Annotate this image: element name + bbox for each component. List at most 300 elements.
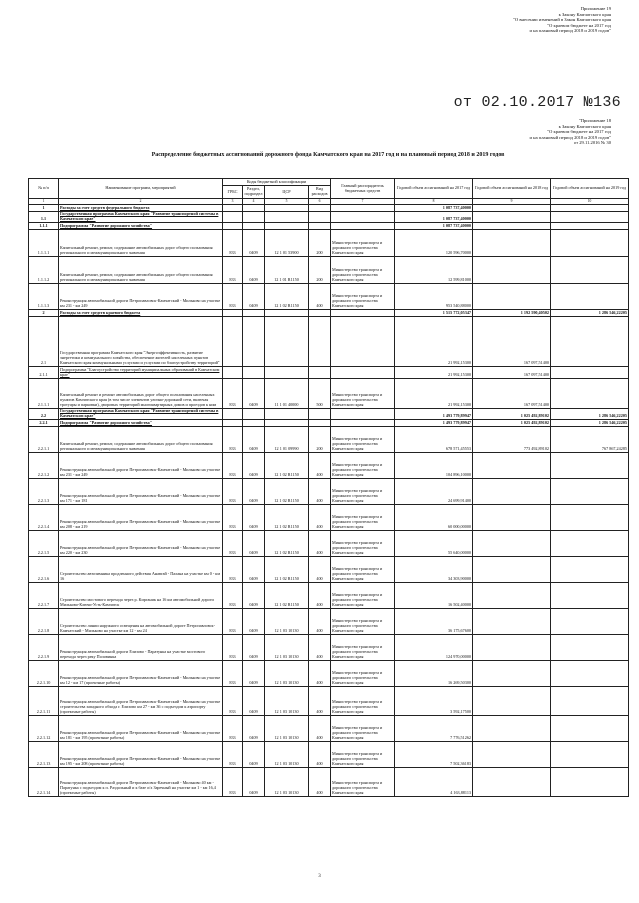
- row-vr: 400: [309, 742, 331, 768]
- row-csr: 11 1 01 40000: [265, 379, 309, 409]
- table-row: [29, 453, 629, 479]
- column-number: 3: [223, 199, 243, 205]
- row-manager: Министерство транспорта и дорожного строительства Камчатского края: [331, 257, 395, 284]
- row-grbs: [223, 223, 243, 230]
- row-vr: [309, 317, 331, 367]
- row-amount-2019: [551, 212, 629, 223]
- row-name: Реконструкция автомобильной дороги Петропавловск-Камчатский - Мильково на участке км 231 - км 249: [59, 453, 223, 479]
- table-row: [29, 317, 629, 367]
- row-csr: [265, 409, 309, 420]
- row-amount-2019: [551, 661, 629, 687]
- row-grbs: [223, 310, 243, 317]
- row-vr: 400: [309, 635, 331, 661]
- row-amount-2017: 120 596,70000: [395, 230, 473, 257]
- row-section: [243, 367, 265, 379]
- row-number: 2.2.1.5: [29, 531, 59, 557]
- row-section: [243, 420, 265, 427]
- table-row: [29, 742, 629, 768]
- row-name: Государственная программа Камчатского края "Развитие транспортной системы в Камчатском крае": [59, 212, 223, 223]
- row-grbs: 833: [223, 635, 243, 661]
- row-grbs: 833: [223, 768, 243, 797]
- table-row: [29, 687, 629, 716]
- row-grbs: 833: [223, 427, 243, 453]
- row-csr: 12 1 03 10130: [265, 716, 309, 742]
- row-number: 2.2.1.4: [29, 505, 59, 531]
- row-section: 0409: [243, 583, 265, 609]
- row-vr: [309, 367, 331, 379]
- table-row: [29, 310, 629, 317]
- header-line: к Закону Камчатского края: [558, 123, 611, 129]
- row-amount-2019: [551, 716, 629, 742]
- row-section: 0409: [243, 479, 265, 505]
- row-section: 0409: [243, 635, 265, 661]
- table-row: [29, 230, 629, 257]
- row-amount-2019: 1 286 546,22205: [551, 310, 629, 317]
- row-vr: 400: [309, 479, 331, 505]
- row-amount-2018: [473, 583, 551, 609]
- row-amount-2018: 167 097,51400: [473, 317, 551, 367]
- row-number: 2.2.1.7: [29, 583, 59, 609]
- row-number: 2.2.1.9: [29, 635, 59, 661]
- row-amount-2018: [473, 557, 551, 583]
- row-name: Реконструкция автомобильной дороги Петропавловск-Камчатский - Мильково на участке км 181 - км 195 (проектные работы): [59, 716, 223, 742]
- table-row: [29, 609, 629, 635]
- budget-table: [28, 178, 629, 797]
- row-amount-2019: 1 286 546,22205: [551, 420, 629, 427]
- table-row: [29, 531, 629, 557]
- row-amount-2018: [473, 479, 551, 505]
- row-amount-2018: [473, 505, 551, 531]
- column-number: 8: [395, 199, 473, 205]
- row-amount-2017: 36 175,67600: [395, 609, 473, 635]
- header-appendix-18: [530, 118, 611, 146]
- row-name: Государственная программа Камчатского края "Энергоэффективность, развитие энергетики и коммунального хозяйства, обеспечение жителей населенных пунктов Камчатского края коммунальными услугами и услугами по благоустройству территорий": [59, 317, 223, 367]
- row-manager: Министерство транспорта и дорожного строительства Камчатского края: [331, 635, 395, 661]
- column-number: 5: [265, 199, 309, 205]
- row-grbs: 833: [223, 230, 243, 257]
- header-line: от 29.11.2016 № 30: [573, 140, 611, 146]
- row-amount-2019: [551, 768, 629, 797]
- row-grbs: [223, 420, 243, 427]
- row-manager: [331, 409, 395, 420]
- table-row: [29, 205, 629, 212]
- row-amount-2019: [551, 230, 629, 257]
- row-vr: 400: [309, 609, 331, 635]
- row-section: [243, 409, 265, 420]
- row-amount-2017: 34 303,90000: [395, 557, 473, 583]
- row-number: 2.2.1: [29, 420, 59, 427]
- row-csr: 12 1 03 10130: [265, 768, 309, 797]
- row-name: Капитальный ремонт и ремонт автомобильных дорог общего пользования населенных пунктов Камчатского края (в том числе элементов улично-дорожной сети, включая тротуары и парковки), дворовых территорий многоквартирных домов и проездов к ним: [59, 379, 223, 409]
- table-row: [29, 583, 629, 609]
- column-number: 10: [551, 199, 629, 205]
- row-number: 2.1.1.1: [29, 379, 59, 409]
- row-csr: 12 1 03 10130: [265, 609, 309, 635]
- row-amount-2017: 1 493 779,89947: [395, 420, 473, 427]
- row-amount-2018: [473, 609, 551, 635]
- row-name: Реконструкция автомобильной дороги Петропавловск-Камчатский - Мильково на участке км 171 - км 181: [59, 479, 223, 505]
- row-csr: [265, 317, 309, 367]
- row-section: 0409: [243, 742, 265, 768]
- row-number: 2.2.1.10: [29, 661, 59, 687]
- row-name: Реконструкция автомобильной дороги Петропавловск-Камчатский - Мильково на участке км 220 - км 230: [59, 531, 223, 557]
- row-vr: 400: [309, 505, 331, 531]
- row-section: 0409: [243, 505, 265, 531]
- row-vr: 400: [309, 557, 331, 583]
- row-manager: Министерство транспорта и дорожного строительства Камчатского края: [331, 742, 395, 768]
- row-section: 0409: [243, 768, 265, 797]
- row-amount-2017: 7 776,51262: [395, 716, 473, 742]
- row-amount-2018: 1 025 492,89102: [473, 420, 551, 427]
- row-number: 2.2.1.12: [29, 716, 59, 742]
- row-amount-2019: [551, 205, 629, 212]
- header-line: к Закону Камчатского края: [558, 11, 611, 17]
- row-amount-2019: [551, 583, 629, 609]
- header-line: и на плановый период 2018 и 2019 годов": [529, 28, 611, 34]
- table-row: [29, 420, 629, 427]
- row-number: 1: [29, 205, 59, 212]
- row-manager: Министерство транспорта и дорожного строительства Камчатского края: [331, 284, 395, 310]
- row-grbs: [223, 409, 243, 420]
- row-manager: [331, 420, 395, 427]
- row-number: 2.2.1.13: [29, 742, 59, 768]
- row-amount-2018: [473, 223, 551, 230]
- col-header-section: Раздел, подраздел: [243, 186, 265, 199]
- row-vr: 500: [309, 379, 331, 409]
- row-amount-2018: [473, 212, 551, 223]
- row-number: 2.2.1.1: [29, 427, 59, 453]
- row-name: Реконструкция автомобильной дороги Петропавловск-Камчатский - Мильково на участке км 195 - км 208 (проектные работы): [59, 742, 223, 768]
- row-manager: Министерство транспорта и дорожного строительства Камчатского края: [331, 505, 395, 531]
- table-row: [29, 284, 629, 310]
- row-vr: [309, 420, 331, 427]
- row-amount-2018: 1 192 590,40502: [473, 310, 551, 317]
- row-vr: [309, 409, 331, 420]
- col-header-name: Наименование программ, мероприятий: [59, 179, 223, 199]
- row-amount-2017: 4 163,88113: [395, 768, 473, 797]
- row-amount-2017: 21 992,15300: [395, 379, 473, 409]
- row-csr: 12 1 01 53900: [265, 230, 309, 257]
- row-amount-2019: [551, 742, 629, 768]
- header-appendix-19: [513, 6, 611, 34]
- row-name: Реконструкция автомобильной дороги Петропавловск-Камчатский - Мильково на участке строительства западного обхода г. Елизово км 27 - км 36 с подъездом к аэропорту (проектные работы): [59, 687, 223, 716]
- row-name: Капитальный ремонт, ремонт, содержание автомобильных дорог общего пользования регионального и межмуниципального значения: [59, 427, 223, 453]
- row-csr: 12 1 02 R1150: [265, 453, 309, 479]
- col-header-manager: Главный распорядитель бюджетных средств: [331, 179, 395, 199]
- row-name: Капитальный ремонт, ремонт, содержание автомобильных дорог общего пользования регионального и межмуниципального значения: [59, 257, 223, 284]
- row-number: 1.1.1: [29, 223, 59, 230]
- row-amount-2019: [551, 557, 629, 583]
- row-grbs: 833: [223, 716, 243, 742]
- row-amount-2017: 16 269,50300: [395, 661, 473, 687]
- row-name: Реконструкция автомобильной дороги Елизово - Паратунка на участке мостового перехода через реку Половинка: [59, 635, 223, 661]
- row-csr: 12 1 03 10130: [265, 661, 309, 687]
- table-row: [29, 367, 629, 379]
- row-grbs: 833: [223, 284, 243, 310]
- row-grbs: 833: [223, 453, 243, 479]
- col-header-codes: Коды бюджетной классификации: [223, 179, 331, 186]
- row-grbs: [223, 367, 243, 379]
- row-section: 0409: [243, 557, 265, 583]
- row-name: Подпрограмма "Благоустройство территорий муниципальных образований в Камчатском крае": [59, 367, 223, 379]
- row-manager: Министерство транспорта и дорожного строительства Камчатского края: [331, 379, 395, 409]
- row-amount-2017: 953 540,88000: [395, 284, 473, 310]
- column-number: 6: [309, 199, 331, 205]
- row-name: Реконструкция автомобильной дороги Петропавловск-Камчатский - Мильково на участке км 12 - км 17 (проектные работы): [59, 661, 223, 687]
- row-amount-2018: [473, 661, 551, 687]
- row-amount-2019: [551, 635, 629, 661]
- row-amount-2018: [473, 453, 551, 479]
- row-manager: [331, 205, 395, 212]
- row-amount-2018: [473, 687, 551, 716]
- row-csr: [265, 223, 309, 230]
- row-grbs: 833: [223, 557, 243, 583]
- row-grbs: 833: [223, 505, 243, 531]
- row-vr: 400: [309, 284, 331, 310]
- document-title: Распределение бюджетных ассигнований дорожного фонда Камчатского края на 2017 год и на плановый период 2018 и 2019 годов: [151, 152, 505, 158]
- col-header-2018: Годовой объем ассигнований на 2018 год: [473, 179, 551, 199]
- row-grbs: 833: [223, 479, 243, 505]
- row-manager: [331, 317, 395, 367]
- row-number: 2: [29, 310, 59, 317]
- row-manager: Министерство транспорта и дорожного строительства Камчатского края: [331, 768, 395, 797]
- row-manager: Министерство транспорта и дорожного строительства Камчатского края: [331, 531, 395, 557]
- row-csr: 12 1 01 R1150: [265, 257, 309, 284]
- row-csr: [265, 212, 309, 223]
- row-manager: Министерство транспорта и дорожного строительства Камчатского края: [331, 687, 395, 716]
- row-amount-2019: [551, 367, 629, 379]
- table-row: [29, 212, 629, 223]
- row-amount-2017: 104 896,10000: [395, 453, 473, 479]
- row-amount-2017: 1 515 772,05347: [395, 310, 473, 317]
- row-amount-2018: 167 097,51400: [473, 379, 551, 409]
- row-amount-2017: 1 087 737,40000: [395, 212, 473, 223]
- col-header-grbs: ГРБС: [223, 186, 243, 199]
- row-section: [243, 205, 265, 212]
- row-section: [243, 310, 265, 317]
- row-name: Строительство мостового перехода через р. Кирганик на 16 км автомобильной дороги Мильково-Ключи-Усть-Камчатск: [59, 583, 223, 609]
- row-amount-2019: [551, 257, 629, 284]
- row-name: Подпрограмма "Развитие дорожного хозяйства": [59, 420, 223, 427]
- row-amount-2018: 1 025 492,89102: [473, 409, 551, 420]
- row-manager: Министерство транспорта и дорожного строительства Камчатского края: [331, 609, 395, 635]
- row-grbs: [223, 317, 243, 367]
- row-grbs: [223, 212, 243, 223]
- row-name: Государственная программа Камчатского края "Развитие транспортной системы в Камчатском крае": [59, 409, 223, 420]
- row-vr: 400: [309, 453, 331, 479]
- row-manager: [331, 223, 395, 230]
- row-manager: Министерство транспорта и дорожного строительства Камчатского края: [331, 557, 395, 583]
- row-section: 0409: [243, 661, 265, 687]
- row-grbs: 833: [223, 742, 243, 768]
- row-section: [243, 317, 265, 367]
- column-number: 9: [473, 199, 551, 205]
- row-amount-2017: 1 087 737,40000: [395, 223, 473, 230]
- row-amount-2018: [473, 742, 551, 768]
- row-vr: [309, 310, 331, 317]
- row-amount-2019: [551, 453, 629, 479]
- row-vr: 400: [309, 768, 331, 797]
- row-csr: [265, 205, 309, 212]
- table-row: [29, 768, 629, 797]
- row-name: Расходы за счет средств федерального бюджета: [59, 205, 223, 212]
- row-csr: 12 1 02 R1150: [265, 284, 309, 310]
- row-section: 0409: [243, 609, 265, 635]
- row-amount-2019: [551, 379, 629, 409]
- table-row: [29, 661, 629, 687]
- row-grbs: 833: [223, 687, 243, 716]
- row-manager: [331, 212, 395, 223]
- row-amount-2018: 773 492,89102: [473, 427, 551, 453]
- row-amount-2017: 21 992,15300: [395, 367, 473, 379]
- row-grbs: 833: [223, 609, 243, 635]
- row-grbs: 833: [223, 531, 243, 557]
- row-name: Капитальный ремонт, ремонт, содержание автомобильных дорог общего пользования регионального и межмуниципального значения: [59, 230, 223, 257]
- table-row: [29, 635, 629, 661]
- row-section: 0409: [243, 379, 265, 409]
- row-csr: 12 1 01 09990: [265, 427, 309, 453]
- row-amount-2019: [551, 505, 629, 531]
- date-stamp: от 02.10.2017 №136: [453, 94, 621, 111]
- column-number: 7: [331, 199, 395, 205]
- table-row: [29, 427, 629, 453]
- row-vr: [309, 212, 331, 223]
- table-row: [29, 557, 629, 583]
- header-line: "Приложение 18: [578, 118, 611, 123]
- row-grbs: 833: [223, 379, 243, 409]
- row-amount-2017: 3 592,17500: [395, 687, 473, 716]
- column-number: 1: [29, 199, 59, 205]
- row-amount-2018: [473, 230, 551, 257]
- header-line: и на плановый период 2018 и 2019 годов": [529, 134, 611, 140]
- row-vr: 200: [309, 257, 331, 284]
- row-grbs: 833: [223, 583, 243, 609]
- row-amount-2017: 7 502,36183: [395, 742, 473, 768]
- row-amount-2018: [473, 768, 551, 797]
- header-line: "О краевом бюджете на 2017 год: [547, 22, 611, 28]
- row-grbs: 833: [223, 257, 243, 284]
- header-line: "О краевом бюджете на 2017 год: [547, 129, 611, 135]
- row-csr: 12 1 02 R1150: [265, 557, 309, 583]
- row-name: Подпрограмма "Развитие дорожного хозяйства": [59, 223, 223, 230]
- row-vr: 400: [309, 531, 331, 557]
- row-number: 2.2: [29, 409, 59, 420]
- table-row: [29, 479, 629, 505]
- row-number: 2.2.1.2: [29, 453, 59, 479]
- row-vr: 200: [309, 230, 331, 257]
- page-number: 3: [318, 874, 321, 879]
- table-row: [29, 716, 629, 742]
- row-number: 2.2.1.6: [29, 557, 59, 583]
- row-amount-2019: 1 286 546,22205: [551, 409, 629, 420]
- col-header-csr: ЦСР: [265, 186, 309, 199]
- row-vr: [309, 223, 331, 230]
- row-grbs: 833: [223, 661, 243, 687]
- row-amount-2017: 21 992,15300: [395, 317, 473, 367]
- row-vr: 400: [309, 583, 331, 609]
- row-section: 0409: [243, 230, 265, 257]
- row-manager: Министерство транспорта и дорожного строительства Камчатского края: [331, 661, 395, 687]
- row-name: Строительство линии наружного освещения на автомобильной дороге Петропавловск-Камчатский - Мильково на участке км 12 - км 24: [59, 609, 223, 635]
- row-amount-2017: 24 699,91400: [395, 479, 473, 505]
- row-number: 2.2.1.3: [29, 479, 59, 505]
- table-row: [29, 409, 629, 420]
- row-amount-2019: [551, 687, 629, 716]
- row-manager: Министерство транспорта и дорожного строительства Камчатского края: [331, 230, 395, 257]
- row-amount-2019: [551, 479, 629, 505]
- row-manager: Министерство транспорта и дорожного строительства Камчатского края: [331, 427, 395, 453]
- col-header-2019: Годовой объем ассигнований на 2019 год: [551, 179, 629, 199]
- row-amount-2018: [473, 257, 551, 284]
- row-csr: 12 1 02 R1150: [265, 583, 309, 609]
- row-amount-2017: 124 970,00000: [395, 635, 473, 661]
- row-csr: 12 1 03 10130: [265, 635, 309, 661]
- row-amount-2017: 60 000,00000: [395, 505, 473, 531]
- row-section: 0409: [243, 453, 265, 479]
- row-vr: 400: [309, 687, 331, 716]
- row-amount-2019: [551, 609, 629, 635]
- row-csr: 12 1 02 R1150: [265, 479, 309, 505]
- row-manager: [331, 367, 395, 379]
- row-csr: 12 1 03 10130: [265, 687, 309, 716]
- row-number: 2.2.1.8: [29, 609, 59, 635]
- row-grbs: [223, 205, 243, 212]
- row-number: 2.2.1.11: [29, 687, 59, 716]
- row-vr: 400: [309, 716, 331, 742]
- row-amount-2017: 55 640,00000: [395, 531, 473, 557]
- row-amount-2019: [551, 284, 629, 310]
- row-name: Расходы за счет средств краевого бюджета: [59, 310, 223, 317]
- row-number: 1.1.1.3: [29, 284, 59, 310]
- row-name: Строительство автозимника продленного действия Анавгай - Палана на участке км 0 - км 16: [59, 557, 223, 583]
- col-header-num: № п/п: [29, 179, 59, 199]
- row-amount-2017: 1 493 779,89947: [395, 409, 473, 420]
- column-number: 2: [59, 199, 223, 205]
- row-manager: Министерство транспорта и дорожного строительства Камчатского края: [331, 479, 395, 505]
- row-amount-2017: 16 502,40000: [395, 583, 473, 609]
- row-section: [243, 223, 265, 230]
- row-amount-2019: [551, 531, 629, 557]
- row-number: 1.1.1.2: [29, 257, 59, 284]
- header-line: Приложение 19: [580, 6, 611, 11]
- row-csr: [265, 420, 309, 427]
- row-amount-2019: [551, 317, 629, 367]
- row-amount-2017: 678 571,45553: [395, 427, 473, 453]
- row-amount-2018: [473, 284, 551, 310]
- table-row: [29, 505, 629, 531]
- row-section: 0409: [243, 687, 265, 716]
- row-section: 0409: [243, 531, 265, 557]
- row-number: 2.1: [29, 317, 59, 367]
- row-manager: Министерство транспорта и дорожного строительства Камчатского края: [331, 583, 395, 609]
- row-section: 0409: [243, 284, 265, 310]
- row-amount-2019: [551, 223, 629, 230]
- row-amount-2018: [473, 205, 551, 212]
- row-vr: 200: [309, 427, 331, 453]
- row-csr: 12 1 02 R1150: [265, 505, 309, 531]
- row-name: Реконструкция автомобильной дороги Петропавловск-Камчатский - Мильково 40 км - Паратунка с подъездом к п. Раздольный и к базе о/х Заречный на участке км 1 - км 16,4 (проектные работы): [59, 768, 223, 797]
- col-header-2017: Годовой объем ассигнований на 2017 год: [395, 179, 473, 199]
- row-amount-2018: [473, 716, 551, 742]
- row-amount-2018: [473, 635, 551, 661]
- row-number: 1.1.1.1: [29, 230, 59, 257]
- row-amount-2017: 1 087 737,40000: [395, 205, 473, 212]
- row-manager: [331, 310, 395, 317]
- row-section: [243, 212, 265, 223]
- row-csr: 12 1 03 10130: [265, 742, 309, 768]
- header-line: "О внесении изменений в Закон Камчатского края: [513, 17, 611, 23]
- row-section: 0409: [243, 257, 265, 284]
